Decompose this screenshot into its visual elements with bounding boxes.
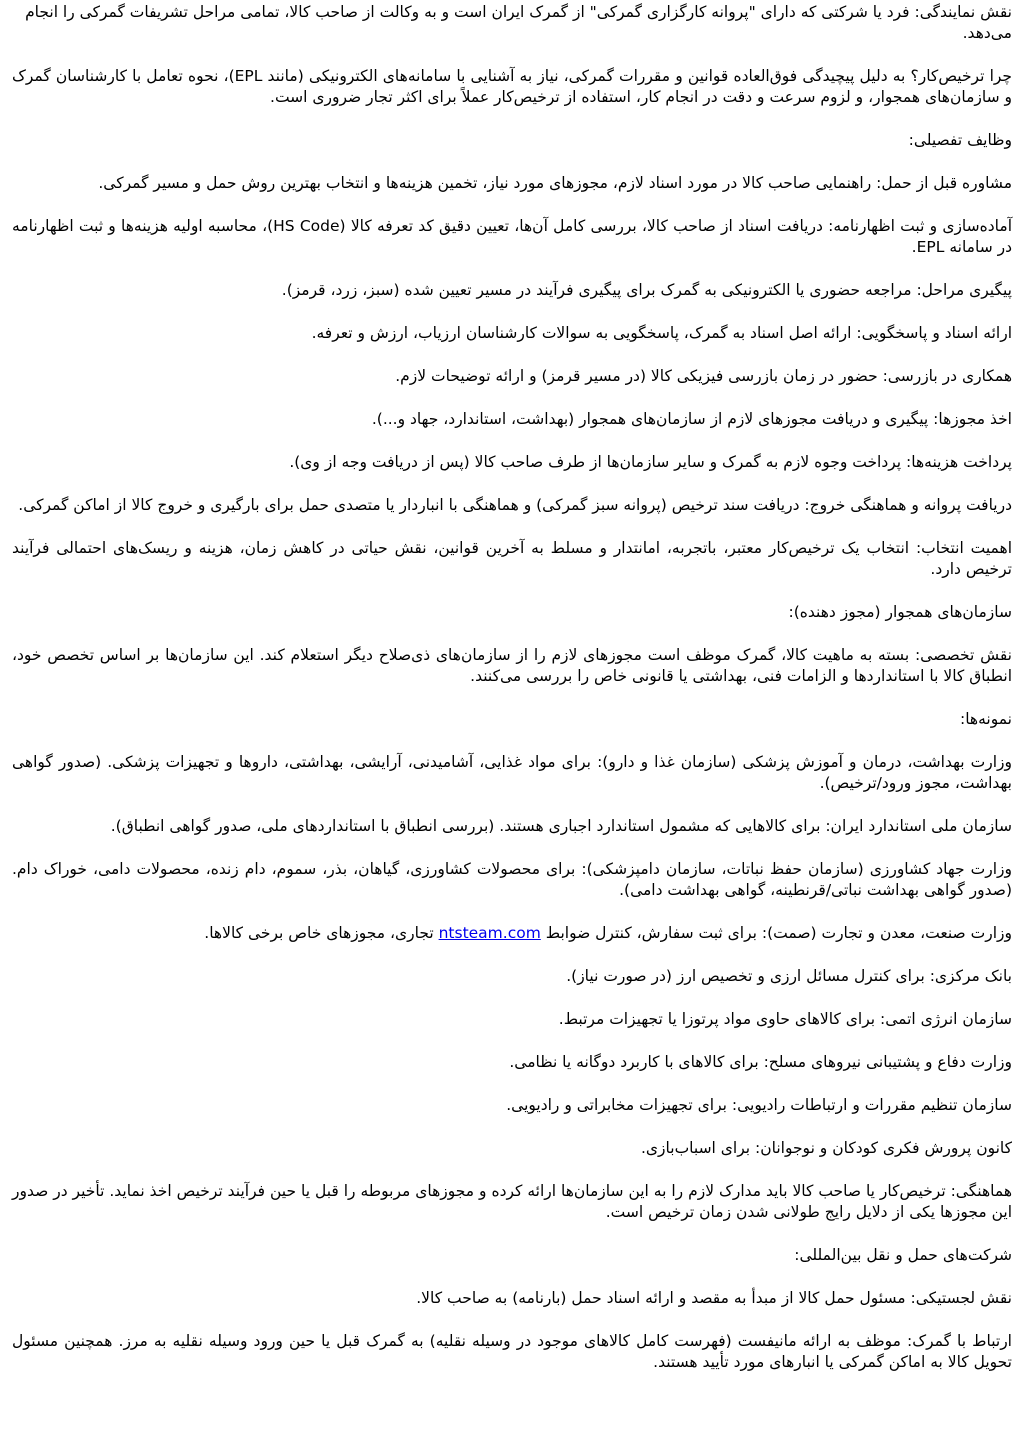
paragraph-coordination: هماهنگی: ترخیص‌کار یا صاحب کالا باید مدارک لازم را به این سازمان‌ها ارائه کرده و مجوزهای مربوطه را قبل یا حین فرآیند ترخیص اخذ نماید. تأخیر در صدور این مجوزها یکی از دلایل رایج طولانی شدن زمان ترخیص است. [12, 1182, 1012, 1221]
paragraph-ministry-of-defense: وزارت دفاع و پشتیبانی نیروهای مسلح: برای کالاهای با کاربرد دوگانه یا نظامی. [509, 1053, 1012, 1071]
paragraph-atomic-energy: سازمان انرژی اتمی: برای کالاهای حاوی مواد پرتوزا یا تجهیزات مرتبط. [558, 1010, 1012, 1028]
paragraph-customs-relation: ارتباط با گمرک: موظف به ارائه مانیفست (فهرست کامل کالاهای موجود در وسیله نقلیه) به گمرک قبل یا حین ورود وسیله نقلیه به مرز. همچنین مسئول تحویل کالا به اماکن گمرکی یا انبارهای مورد تأیید هستند. [12, 1332, 1012, 1371]
paragraph-radio-regulation: سازمان تنظیم مقررات و ارتباطات رادیویی: برای تجهیزات مخابراتی و رادیویی. [506, 1096, 1012, 1114]
paragraph-follow-up-steps: پیگیری مراحل: مراجعه حضوری یا الکترونیکی به گمرک برای پیگیری فرآیند در مسیر تعیین شده (سبز، زرد، قرمز). [281, 281, 1012, 299]
paragraph-why-clearance-agent: چرا ترخیص‌کار؟ به دلیل پیچیدگی فوق‌العاده قوانین و مقررات گمرکی، نیاز به آشنایی با سامانه‌های الکترونیکی (مانند EPL)، نحوه تعامل با کارشناسان گمرک و سازمان‌های همجوار، و لزوم سرعت و دقت در انجام کار، استفاده از ترخیص‌کار عملاً برای اکثر تجار ضروری است. [12, 67, 1013, 106]
paragraph-selection-importance: اهمیت انتخاب: انتخاب یک ترخیص‌کار معتبر، باتجربه، امانتدار و مسلط به آخرین قوانین، نقش حیاتی در کاهش زمان، هزینه و ریسک‌های احتمالی فرآیند ترخیص دارد. [12, 539, 1012, 578]
paragraph-logistics-role: نقش لجستیکی: مسئول حمل کالا از مبدأ به مقصد و ارائه اسناد حمل (بارنامه) به صاحب کالا. [416, 1289, 1012, 1307]
industry-text-before-link: وزارت صنعت، معدن و تجارت (صمت): برای ثبت سفارش، کنترل ضوابط [540, 924, 1012, 942]
paragraph-specialized-role: نقش تخصصی: بسته به ماهیت کالا، گمرک موظف است مجوزهای لازم را از سازمان‌های ذی‌صلاح دیگر استعلام کند. این سازمان‌ها بر اساس تخصص خود، انطباق کالا با استانداردها و الزامات فنی، بهداشتی یا قانونی خاص را بررسی می‌کنند. [12, 646, 1012, 685]
paragraph-paying-fees: پرداخت هزینه‌ها: پرداخت وجوه لازم به گمرک و سایر سازمان‌ها از طرف صاحب کالا (پس از دریافت وجه از وی). [289, 453, 1012, 471]
paragraph-document-submission: ارائه اسناد و پاسخگویی: ارائه اصل اسناد به گمرک، پاسخگویی به سوالات کارشناسان ارزیاب، ارزش و تعرفه. [311, 324, 1012, 342]
heading-examples: نمونه‌ها: [959, 710, 1012, 728]
paragraph-ministry-of-industry [12, 923, 1012, 944]
paragraph-ministry-of-health: وزارت بهداشت، درمان و آموزش پزشکی (سازمان غذا و دارو): برای مواد غذایی، آشامیدنی، آرایشی، بهداشتی، داروها و تجهیزات پزشکی. (صدور گواهی بهداشت، مجوز ورود/ترخیص). [12, 753, 1012, 792]
paragraph-representation-role: نقش نمایندگی: فرد یا شرکتی که دارای "پروانه کارگزاری گمرکی" از گمرک ایران است و به وکالت از صاحب کالا، تمامی مراحل تشریفات گمرکی را انجام می‌دهد. [25, 3, 1012, 42]
paragraph-children-toys: کانون پرورش فکری کودکان و نوجوانان: برای اسباب‌بازی. [641, 1139, 1012, 1157]
heading-international-transport: شرکت‌های حمل و نقل بین‌المللی: [794, 1246, 1012, 1264]
paragraph-inspection-cooperation: همکاری در بازرسی: حضور در زمان بازرسی فیزیکی کالا (در مسیر قرمز) و ارائه توضیحات لازم. [395, 367, 1012, 385]
paragraph-declaration-preparation: آماده‌سازی و ثبت اظهارنامه: دریافت اسناد از صاحب کالا، بررسی کامل آن‌ها، تعیین دقیق کد تعرفه کالا (HS Code)، محاسبه اولیه هزینه‌ها و ثبت اظهارنامه در سامانه EPL. [12, 217, 1012, 256]
paragraph-obtaining-permits: اخذ مجوزها: پیگیری و دریافت مجوزهای لازم از سازمان‌های همجوار (بهداشت، استاندارد، جهاد و...). [371, 410, 1012, 428]
heading-neighbor-organizations: سازمان‌های همجوار (مجوز دهنده): [788, 603, 1012, 621]
paragraph-national-standards: سازمان ملی استاندارد ایران: برای کالاهایی که مشمول استاندارد اجباری هستند. (بررسی انطباق با استانداردهای ملی، صدور گواهی انطباق). [110, 817, 1012, 835]
heading-detailed-duties: وظایف تفصیلی: [908, 131, 1012, 149]
paragraph-ministry-of-agriculture: وزارت جهاد کشاورزی (سازمان حفظ نباتات، سازمان دامپزشکی): برای محصولات کشاورزی، گیاهان، بذر، سموم، دام زنده، محصولات دامی، خوراک دام. (صدور گواهی بهداشت نباتی/قرنطینه، گواهی بهداشت دامی). [12, 860, 1012, 899]
paragraph-central-bank: بانک مرکزی: برای کنترل مسائل ارزی و تخصیص ارز (در صورت نیاز). [566, 967, 1012, 985]
paragraph-license-and-exit: دریافت پروانه و هماهنگی خروج: دریافت سند ترخیص (پروانه سبز گمرکی) و هماهنگی با انباردار یا متصدی حمل برای بارگیری و خروج کالا از اماکن گمرکی. [18, 496, 1012, 514]
industry-text-after-link: تجاری، مجوزهای خاص برخی کالاها. [204, 924, 439, 942]
paragraph-pre-shipment-consulting: مشاوره قبل از حمل: راهنمایی صاحب کالا در مورد اسناد لازم، مجوزهای مورد نیاز، تخمین هزینه‌ها و انتخاب بهترین روش حمل و مسیر گمرکی. [98, 174, 1012, 192]
ntsteam-link[interactable]: ntsteam.com [438, 924, 541, 942]
